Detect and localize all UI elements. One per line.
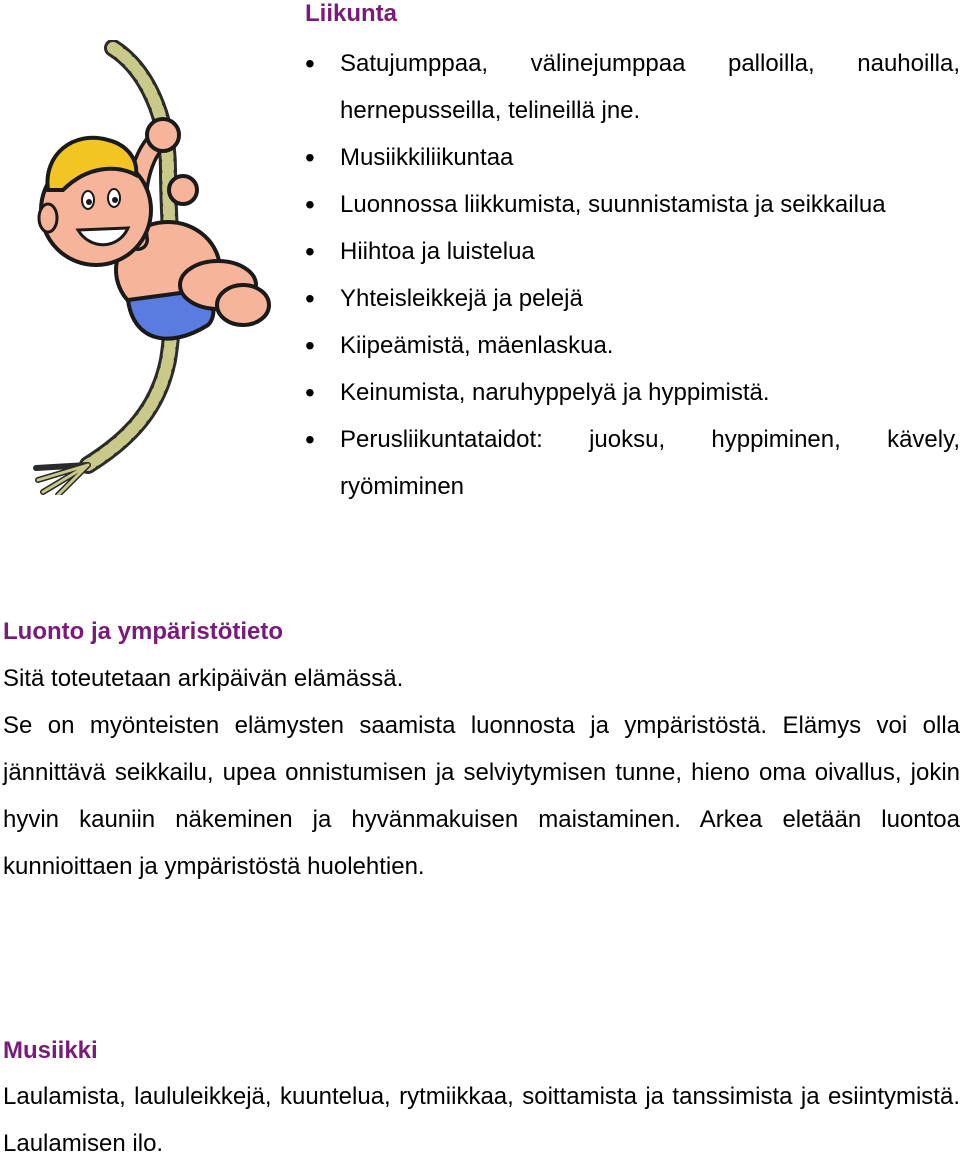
list-item: • Hiihtoa ja luistelua	[305, 228, 960, 275]
list-item: • Satujumppaa, välinejumppaa palloilla, nauhoilla, hernepusseilla, telineillä jne.	[305, 40, 960, 134]
liikunta-list	[305, 40, 960, 510]
liikunta-heading: Liikunta	[305, 0, 398, 27]
musiikki-heading: Musiikki	[3, 1037, 98, 1064]
luonto-paragraph-1: Sitä toteutetaan arkipäivän elämässä.	[3, 665, 404, 692]
list-item: • Yhteisleikkejä ja pelejä	[305, 275, 960, 322]
luonto-paragraph-2: Se on myönteisten elämysten saamista luonnosta ja ympäristöstä. Elämys voi olla jännittävä seikkailu, upea onnistumisen ja selviytymisen tunne, hieno oma oivallus, jokin hyvin kauniin näkeminen ja hyvänmakuisen maistaminen. Arkea eletään luontoa kunnioittaen ja ympäristöstä huolehtien.	[3, 712, 960, 880]
luonto-heading: Luonto ja ympäristötieto	[3, 618, 284, 645]
list-item: • Keinumista, naruhyppelyä ja hyppimistä.	[305, 369, 960, 416]
musiikki-paragraph: Laulamista, laululeikkejä, kuuntelua, rytmiikkaa, soittamista ja tanssimista ja esiintymistä. Laulamisen ilo.	[3, 1083, 960, 1157]
list-item: • Perusliikuntataidot: juoksu, hyppiminen, kävely, ryömiminen	[305, 416, 960, 510]
list-item: • Luonnossa liikkumista, suunnistamista ja seikkailua	[305, 181, 960, 228]
boy-climbing-rope-icon	[18, 40, 288, 495]
list-item: • Kiipeämistä, mäenlaskua.	[305, 322, 960, 369]
list-item: • Musiikkiliikuntaa	[305, 134, 960, 181]
